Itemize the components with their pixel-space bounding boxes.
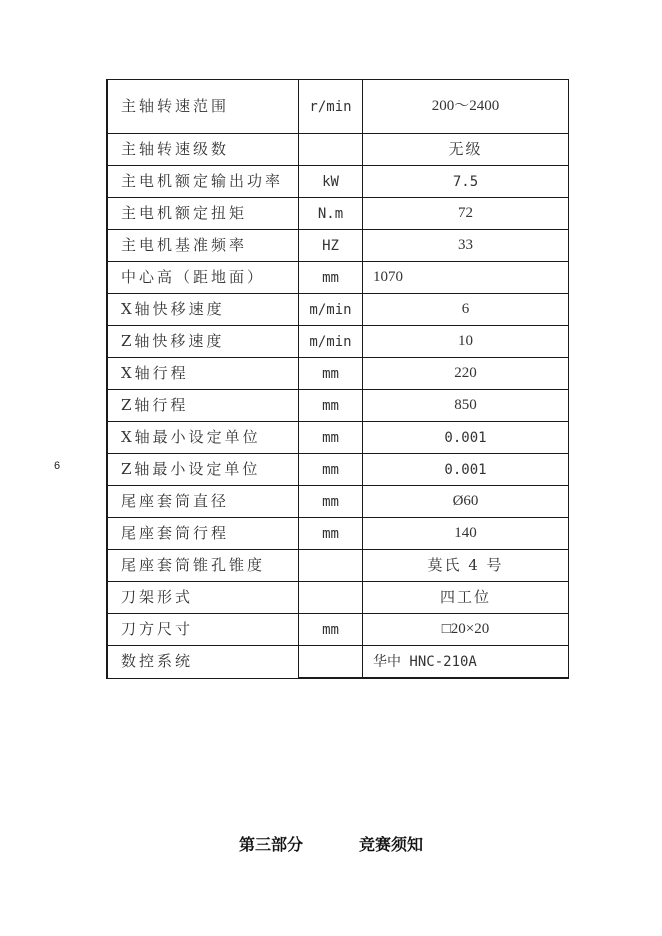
spec-value: 220 [363,358,569,390]
spec-value: 140 [363,518,569,550]
section-heading [0,832,662,855]
table-row [107,134,569,166]
table-row [107,294,569,326]
spec-name: X轴行程 [107,358,299,390]
spec-value: 7.5 [363,166,569,198]
table-row [107,646,569,679]
spec-unit: mm [299,262,363,294]
spec-value: 0.001 [363,454,569,486]
table-row [107,582,569,614]
spec-value: 无级 [363,134,569,166]
spec-unit: r/min [299,80,363,134]
spec-name: Z轴快移速度 [107,326,299,358]
table-row [107,166,569,198]
spec-name: Z轴行程 [107,390,299,422]
spec-value: 6 [363,294,569,326]
spec-name: 尾座套筒行程 [107,518,299,550]
spec-unit: mm [299,422,363,454]
spec-value: 1070 [363,262,569,294]
spec-name: X轴最小设定单位 [107,422,299,454]
spec-unit: mm [299,390,363,422]
spec-unit [299,646,363,679]
table-row [107,518,569,550]
spec-name: 刀方尺寸 [107,614,299,646]
spec-name: 尾座套筒锥孔锥度 [107,550,299,582]
spec-name: 主电机额定输出功率 [107,166,299,198]
spec-unit: HZ [299,230,363,262]
spec-name: 主轴转速级数 [107,134,299,166]
spec-value: 华中 HNC-210A [363,646,569,679]
spec-value: 850 [363,390,569,422]
spec-unit: mm [299,358,363,390]
spec-name: 主电机额定扭矩 [107,198,299,230]
machine-spec-table [106,79,569,679]
spec-unit: mm [299,454,363,486]
spec-value: 33 [363,230,569,262]
spec-name: 数控系统 [107,646,299,679]
spec-unit: mm [299,614,363,646]
spec-unit [299,134,363,166]
spec-name: 中心高（距地面） [107,262,299,294]
spec-name: 尾座套筒直径 [107,486,299,518]
spec-value: 四工位 [363,582,569,614]
spec-value: Ø60 [363,486,569,518]
spec-value: 72 [363,198,569,230]
spec-value: 200～2400 [363,80,569,134]
table-row [107,230,569,262]
table-row [107,454,569,486]
spec-value: 莫氏 4 号 [363,550,569,582]
spec-name: 主电机基准频率 [107,230,299,262]
table-row [107,486,569,518]
table-row [107,550,569,582]
table-row [107,326,569,358]
spec-name: Z轴最小设定单位 [107,454,299,486]
spec-name: 刀架形式 [107,582,299,614]
spec-value: □20×20 [363,614,569,646]
spec-value: 10 [363,326,569,358]
spec-unit [299,582,363,614]
spec-unit: m/min [299,294,363,326]
spec-unit: mm [299,518,363,550]
spec-unit: mm [299,486,363,518]
spec-unit: N.m [299,198,363,230]
table-row [107,390,569,422]
page-number: 6 [54,460,61,472]
table-row [107,198,569,230]
section-title: 竞赛须知 [359,835,424,854]
spec-unit [299,550,363,582]
table-row [107,262,569,294]
table-row [107,614,569,646]
table-row [107,422,569,454]
table-row [107,358,569,390]
section-part-label: 第三部分 [238,835,303,854]
table-row [107,80,569,134]
spec-name: X轴快移速度 [107,294,299,326]
spec-unit: kW [299,166,363,198]
spec-value: 0.001 [363,422,569,454]
spec-unit: m/min [299,326,363,358]
spec-name: 主轴转速范围 [107,80,299,134]
